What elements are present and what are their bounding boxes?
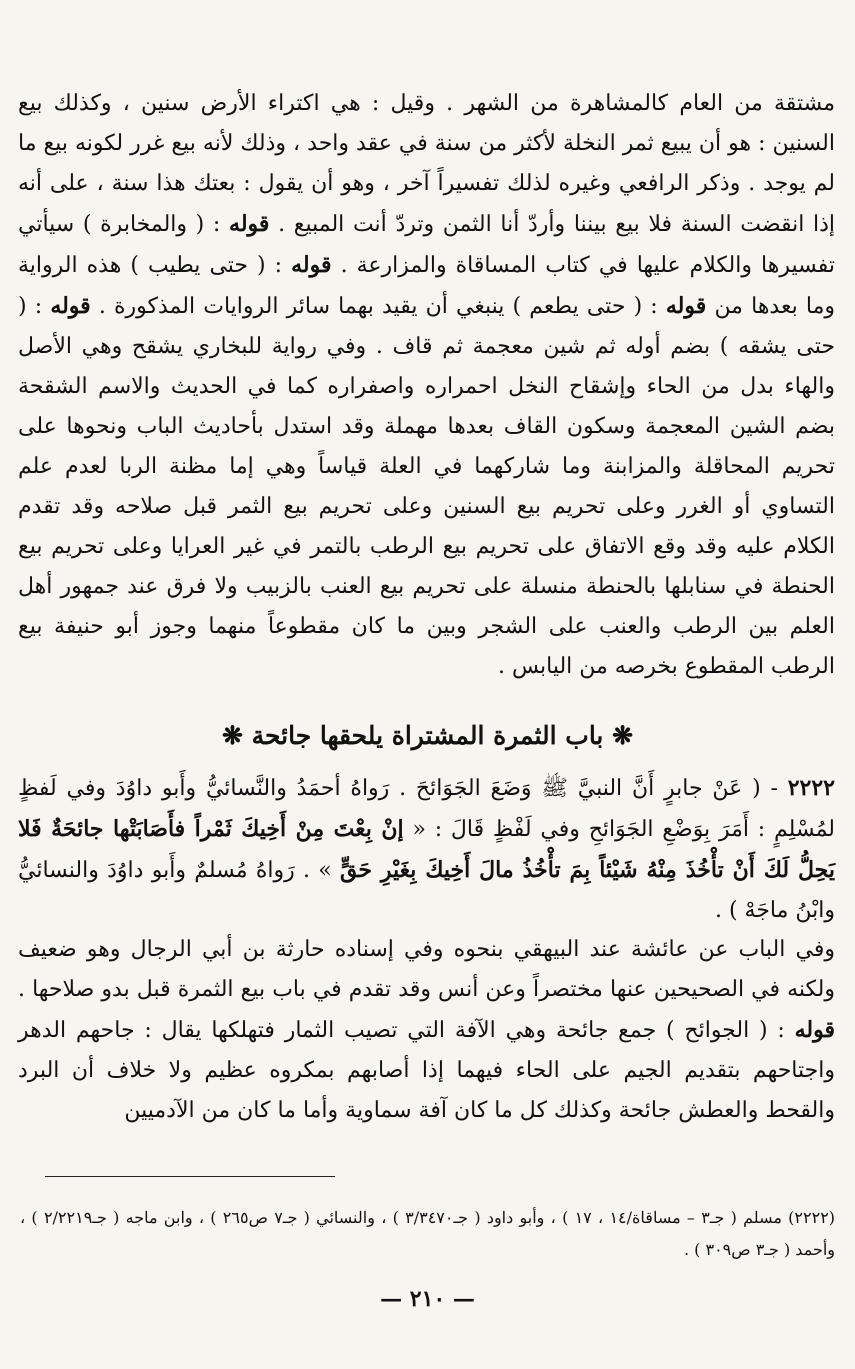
keyword-qawluh: قوله [291, 252, 332, 278]
commentary-paragraph [18, 930, 835, 1131]
body-paragraph [18, 84, 835, 687]
keyword-qawluh: قوله [665, 293, 707, 319]
footnote: (٢٢٢٢) مسلم ( جـ٣ – مساقاة/١٤ ، ١٧ ) ، وأبو داود ( جـ٣/٣٤٧٠ ) ، والنسائي ( جـ٧ ص٢٦٥ ) ، وابن ماجه ( جـ٢/٢٢١٩ ) ، وأحمد ( جـ٣ ص٣٠٩ ) . [20, 1208, 836, 1259]
keyword-qawluh: قوله [229, 211, 270, 237]
hadith-number: ٢٢٢٢ [787, 775, 835, 801]
page-number: — ٢١٠ — [380, 1286, 475, 1312]
body-text: : ( حتى يشقه ) بضم أوله ثم شين معجمة ثم قاف . وفي رواية للبخاري يشقح وهي الأصل والهاء بدل من الحاء وإشقاح النخل احمراره واصفراره كما في الحديث والاسم الشقحة بضم الشين المعجمة وسكون القاف بعدها مهملة وقد استدل بأحاديث الباب ونحوها على تحريم المحاقلة والمزابنة وما شاركهما في العلة قياساً وهي إما مظنة الربا لعدم علم التساوي أو الغرر وعلى تحريم بيع السنين وعلى تحريم بيع الثمر قبل صلاحه وقد تقدم الكلام عليه وقد وقع الاتفاق على تحريم بيع الرطب بالتمر في غير العرايا وعلى تحريم بيع الحنطة في سنابلها بالحنطة منسلة على تحريم بيع العنب بالزبيب ولا فرق عند جمهور أهل العلم بين الرطب والعنب على الشجر وبين ما كان مقطوعاً منهما وجوز أبو حنيفة بيع الرطب المقطوع بخرصه من اليابس . [18, 294, 835, 679]
commentary-text: وفي الباب عن عائشة عند البيهقي بنحوه وفي إسناده حارثة بن أبي الرجال وهو ضعيف ولكنه في الصحيحين عنها مختصراً وعن أنس وقد تقدم في باب بيع الثمرة قبل بدو صلاحها . [18, 937, 835, 1002]
body-text: : ( حتى يطعم ) ينبغي أن يقيد بهما سائر الروايات المذكورة . [98, 294, 658, 319]
hadith-block [18, 768, 835, 931]
body-text: : ( والمخابرة ) سيأتي تفسيرها والكلام عليها في كتاب المساقاة والمزارعة . [18, 212, 835, 278]
hadith-text: » . رَواهُ مُسلمٌ وأَبو داوُدَ والنسائيُّ وابْنُ ماجَهْ ) . [18, 858, 835, 923]
hadith-quote: إنْ بِعْتَ مِنْ أَخِيكَ ثَمْراً فأَصَابَتْها جائحَةٌ فَلا يَحِلُّ لَكَ أَنْ تأْخُذَ مِنْهُ شَيْئاً بِمَ تأْخُذُ مالَ أَخِيكَ بِغَيْرِ حَقٍّ [18, 816, 835, 883]
commentary-text: : ( الجوائح ) جمع جائحة وهي الآفة التي تصيب الثمار فتهلكها يقال : جاحهم الدهر واجتاحهم بتقديم الجيم على الحاء فيهما إذا أصابهم بمكروه عظيم ولا خلاف أن البرد والقحط والعطش جائحة وكذلك كل ما كان آفة سماوية وأما ما كان من الآدميين [18, 1018, 835, 1123]
footnote-divider [45, 1176, 335, 1177]
hadith-text: - ( عَنْ جابرٍ أَنَّ النبيَّ ﷺ وَضَعَ الجَوَائحَ . رَواهُ أحمَدُ والنَّسائيُّ وأَبو داوُدَ وفي لَفظٍ لمُسْلِمٍ : أَمَرَ بِوَضْعِ الجَوَائحِ وفي لَفْظٍ قَالَ : « [18, 776, 835, 842]
chapter-heading: ❋ باب الثمرة المشتراة يلحقها جائحة ❋ [221, 721, 634, 750]
body-text: : ( حتى يطيب ) هذه الرواية وما بعدها من [18, 253, 835, 319]
keyword-qawluh: قوله [794, 1017, 835, 1043]
body-text: مشتقة من العام كالمشاهرة من الشهر . وقيل : هي اكتراء الأرض سنين ، وكذلك بيع السنين : هو أن يبيع ثمر النخلة لأكثر من سنة في عقد واحد ، وذلك لأنه بيع غرر لكونه بيع ما لم يوجد . وذكر الرافعي وغيره لذلك تفسيراً آخر ، وهو أن يقول : بعتك هذا سنة ، على أنه إذا انقضت السنة فلا بيع بيننا وأردّ أنا الثمن وتردّ أنت المبيع . [18, 91, 835, 237]
keyword-qawluh: قوله [50, 293, 91, 319]
